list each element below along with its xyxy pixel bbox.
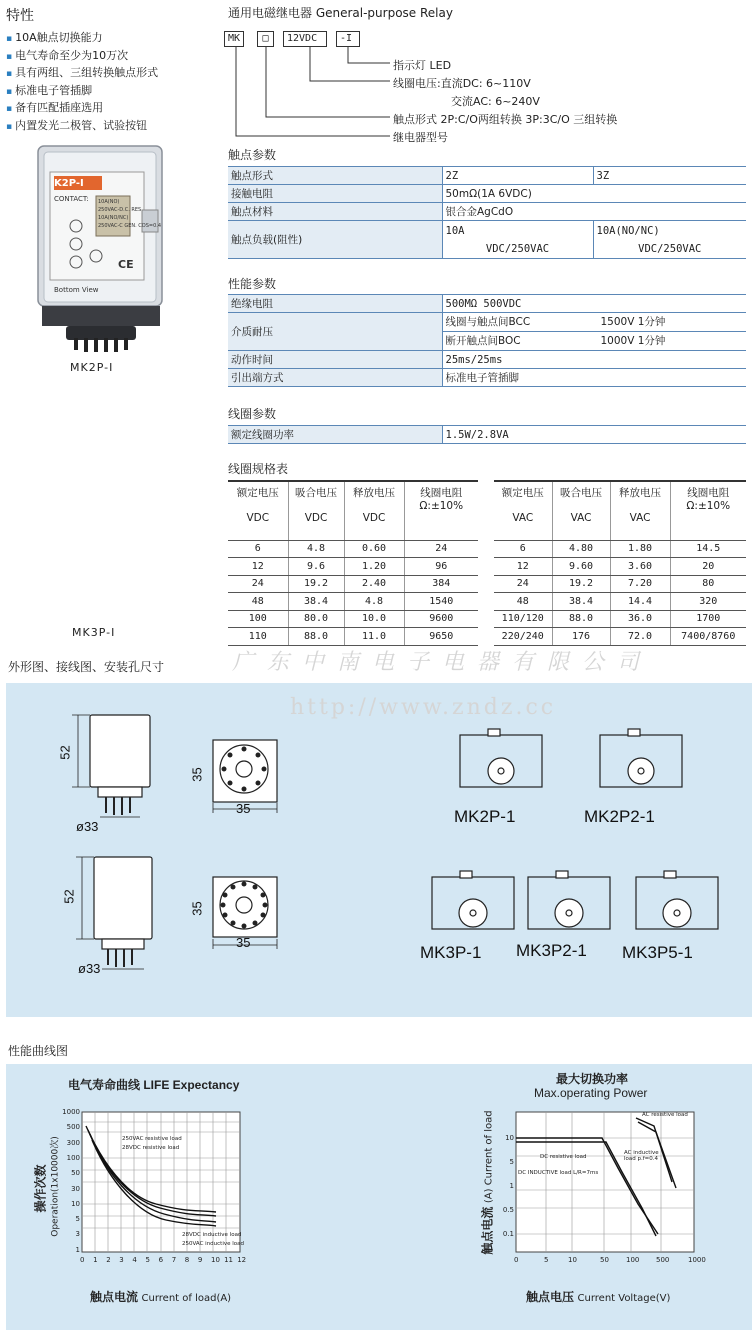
- coil-dc-header-cell: 吸合电压 VDC: [288, 481, 344, 540]
- code-box-contact: □: [257, 31, 274, 47]
- coil-dc-cell: 110: [228, 628, 288, 646]
- contact-load-label: 触点负载(阻性): [228, 221, 442, 259]
- label-contact-form: 触点形式 2P:C/O两组转换 3P:3C/O 三组转换: [393, 113, 618, 126]
- coil-dc-cell: 10.0: [344, 610, 404, 628]
- coil-dc-cell: 9.6: [288, 558, 344, 576]
- coil-dc-row: [228, 575, 478, 593]
- photo-caption-top: MK2P-I: [70, 361, 114, 374]
- coil-dc-cell: 24: [228, 575, 288, 593]
- power-chart-title-cn: 最大切换功率: [556, 1072, 629, 1086]
- coil-ac-cell: 36.0: [610, 610, 670, 628]
- model-label: MK3P5-1: [622, 943, 693, 962]
- life-x-tick: 10: [211, 1256, 220, 1264]
- life-y-tick: 10: [71, 1199, 80, 1208]
- power-x-tick: 10: [568, 1256, 577, 1264]
- insulation-value: 500MΩ 500VDC: [442, 295, 746, 313]
- coil-dc-cell: 38.4: [288, 593, 344, 611]
- life-x-tick: 0: [80, 1256, 85, 1264]
- life-x-tick: 5: [145, 1256, 150, 1264]
- power-x-tick: 1000: [688, 1256, 706, 1264]
- power-y-tick: 10: [505, 1134, 514, 1142]
- power-xlabel-en: Current Voltage(V): [577, 1293, 671, 1304]
- coil-dc-cell: 384: [404, 575, 478, 593]
- terminal-label: 引出端方式: [228, 369, 442, 387]
- coil-power-label: 额定线圈功率: [228, 426, 442, 444]
- life-x-tick: 7: [171, 1256, 177, 1264]
- contact-load-2z: [442, 221, 593, 259]
- feature-item: ▪ 具有两组、三组转换触点形式: [6, 65, 158, 83]
- coil-dc-cell: 11.0: [344, 628, 404, 646]
- power-legend: AC inductive load p.f=0.4: [624, 1150, 659, 1162]
- power-ylabel-cn: 触点电流: [480, 1206, 495, 1255]
- life-y-tick: 3: [75, 1230, 80, 1239]
- power-y-tick: 0.1: [502, 1230, 514, 1238]
- contact-form-label: 触点形式: [228, 167, 442, 185]
- power-x-tick: 100: [626, 1256, 640, 1264]
- coil-dc-cell: 24: [404, 540, 478, 558]
- url-watermark: http://www.zndz.cc: [290, 695, 557, 720]
- coil-ac-cell: 12: [494, 558, 552, 576]
- coil-ac-cell: 220/240: [494, 628, 552, 646]
- life-y-tick: 1000: [62, 1108, 80, 1116]
- life-x-tick: 11: [224, 1256, 234, 1264]
- life-legend: 28VDC inductive load: [182, 1232, 242, 1238]
- coil-dc-cell: 6: [228, 540, 288, 558]
- relay-label: K2P-I: [54, 178, 84, 189]
- contact-material-value: 银合金AgCdO: [442, 203, 746, 221]
- coil-dc-header-cell: 额定电压 VDC: [228, 481, 288, 540]
- coil-dc-header-cell: 释放电压 VDC: [344, 481, 404, 540]
- socket-height-dim-1: 35: [189, 767, 205, 782]
- life-xlabel-cn: 触点电流: [90, 1290, 139, 1304]
- feature-item: ▪ 10A触点切换能力: [6, 30, 158, 48]
- coil-ac-cell: 14.5: [670, 540, 746, 558]
- dielectric-bcc-label: 线圈与触点间BCC: [445, 316, 531, 328]
- socket-height-dim-2: 35: [189, 901, 205, 916]
- coil-dc-cell: 100: [228, 610, 288, 628]
- feature-item: ▪ 标准电子管插脚: [6, 83, 158, 101]
- power-legend: DC INDUCTIVE load L/R=7ms: [518, 1170, 599, 1176]
- power-xlabel: [526, 1288, 670, 1305]
- coil-ac-cell: 1700: [670, 610, 746, 628]
- contact-load-2z-voltage: VDC/250VAC: [485, 242, 550, 255]
- coil-dc-cell: 9650: [404, 628, 478, 646]
- life-legend: 28VDC resistive load: [122, 1145, 180, 1151]
- coil-ac-cell: 48: [494, 593, 552, 611]
- curves-title: 性能曲线图: [8, 1044, 69, 1058]
- power-y-tick: 5: [509, 1158, 514, 1166]
- coil-ac-row: [494, 540, 746, 558]
- coil-ac-cell: 4.80: [552, 540, 610, 558]
- coil-dc-cell: 19.2: [288, 575, 344, 593]
- feature-item: ▪ 备有匹配插座选用: [6, 100, 158, 118]
- rating-line: 10A(NO): [98, 199, 120, 205]
- coil-dc-cell: 2.40: [344, 575, 404, 593]
- model-label: MK2P2-1: [584, 807, 655, 826]
- life-x-tick: 12: [237, 1256, 247, 1264]
- life-ylabel-en: Operation(1x10000次): [50, 1136, 61, 1237]
- performance-params-table: [228, 294, 746, 387]
- coil-ac-row: [494, 610, 746, 628]
- life-y-tick: 5: [75, 1215, 80, 1224]
- life-y-tick: 50: [71, 1169, 80, 1178]
- terminal-value: 标准电子管插脚: [442, 369, 746, 387]
- life-legend: 250VAC inductive load: [182, 1241, 245, 1247]
- contact-label: CONTACT:: [54, 195, 89, 203]
- coil-ac-row: [494, 575, 746, 593]
- coil-params-table: [228, 425, 746, 444]
- coil-dc-cell: 88.0: [288, 628, 344, 646]
- operate-time-label: 动作时间: [228, 351, 442, 369]
- coil-ac-cell: 9.60: [552, 558, 610, 576]
- contact-params-title: 触点参数: [228, 148, 277, 162]
- coil-ac-row: [494, 628, 746, 646]
- dielectric-boc-label: 断开触点间BOC: [445, 335, 521, 347]
- coil-dc-row: [228, 610, 478, 628]
- coil-ac-cell: 3.60: [610, 558, 670, 576]
- diameter-dim-1: ø33: [76, 819, 99, 834]
- power-x-tick: 500: [656, 1256, 670, 1264]
- coil-ac-cell: 80: [670, 575, 746, 593]
- coil-ac-cell: 20: [670, 558, 746, 576]
- rating-line: 250VAC-C GEN. COS=0.4: [98, 223, 162, 229]
- coil-ac-cell: 110/120: [494, 610, 552, 628]
- life-y-tick: 500: [66, 1123, 80, 1132]
- company-watermark: 广东中南电子电器有限公司: [232, 650, 653, 675]
- coil-dc-cell: 48: [228, 593, 288, 611]
- coil-ac-cell: 6: [494, 540, 552, 558]
- contact-resistance-value: 50mΩ(1A 6VDC): [442, 185, 746, 203]
- socket-width-dim-2: 35: [236, 935, 251, 950]
- life-x-tick: 9: [197, 1256, 203, 1264]
- contact-form-3z: 3Z: [593, 167, 746, 185]
- contact-load-3z: [593, 221, 746, 259]
- coil-ac-cell: 7.20: [610, 575, 670, 593]
- power-x-tick: 50: [600, 1256, 609, 1264]
- contact-resistance-label: 接触电阻: [228, 185, 442, 203]
- coil-dc-row: [228, 593, 478, 611]
- coil-dc-cell: 96: [404, 558, 478, 576]
- contact-material-label: 触点材料: [228, 203, 442, 221]
- coil-ac-cell: 1.80: [610, 540, 670, 558]
- coil-ac-cell: 88.0: [552, 610, 610, 628]
- life-xlabel: [90, 1288, 231, 1305]
- coil-dc-cell: 1.20: [344, 558, 404, 576]
- coil-ac-cell: 38.4: [552, 593, 610, 611]
- label-model-no: 继电器型号: [393, 131, 448, 144]
- life-xlabel-en: Current of load(A): [141, 1293, 232, 1304]
- life-x-tick: 1: [93, 1256, 98, 1264]
- photo-caption-bottom: MK3P-I: [72, 626, 116, 639]
- features-list: [6, 30, 158, 135]
- life-x-tick: 4: [132, 1256, 137, 1264]
- coil-dc-cell: 1540: [404, 593, 478, 611]
- rating-line: 10A(NO/NC): [98, 215, 129, 221]
- coil-dc-cell: 0.60: [344, 540, 404, 558]
- life-y-tick: 30: [71, 1184, 80, 1193]
- life-chart-title: 电气寿命曲线 LIFE Expectancy: [68, 1078, 240, 1092]
- life-x-tick: 3: [119, 1256, 124, 1264]
- life-x-tick: 8: [184, 1256, 190, 1264]
- socket-width-dim-1: 35: [236, 801, 251, 816]
- life-x-tick: 2: [106, 1256, 111, 1264]
- power-ylabel-en: (A) Current of load: [483, 1110, 495, 1204]
- curves-panel: [6, 1064, 752, 1330]
- coil-dc-cell: 12: [228, 558, 288, 576]
- power-legend: DC resistive load: [540, 1154, 587, 1160]
- ce-mark: CE: [118, 258, 134, 271]
- diameter-dim-2: ø33: [78, 961, 101, 976]
- coil-dc-cell: 4.8: [344, 593, 404, 611]
- coil-dc-cell: 80.0: [288, 610, 344, 628]
- coil-ac-cell: 14.4: [610, 593, 670, 611]
- life-y-tick: 1: [75, 1245, 80, 1254]
- label-coil-dc: 线圈电压:直流DC: 6~110V: [393, 77, 531, 90]
- coil-dc-header-row: [228, 481, 478, 540]
- coil-ac-cell: 72.0: [610, 628, 670, 646]
- coil-power-value: 1.5W/2.8VA: [442, 426, 746, 444]
- model-code-title: 通用电磁继电器 General-purpose Relay: [228, 6, 453, 20]
- coil-ac-cell: 7400/8760: [670, 628, 746, 646]
- performance-params-title: 性能参数: [228, 277, 277, 291]
- contact-load-3z-voltage: VDC/250VAC: [638, 242, 702, 255]
- height-dim-1: 52: [57, 745, 73, 760]
- contact-load-2z-current: 10A: [445, 224, 465, 237]
- relay-photo: [36, 140, 164, 358]
- coil-ac-cell: 19.2: [552, 575, 610, 593]
- power-chart-title-en: Max.operating Power: [534, 1086, 648, 1100]
- coil-ac-row: [494, 593, 746, 611]
- bottom-view-label: Bottom View: [54, 286, 99, 294]
- dielectric-bcc-value: 1500V 1分钟: [600, 316, 666, 328]
- rating-line: 250VAC-D.C. RES: [98, 207, 142, 213]
- coil-ac-cell: 24: [494, 575, 552, 593]
- life-y-tick: 300: [66, 1138, 80, 1147]
- model-label: MK3P-1: [420, 943, 482, 962]
- height-dim-2: 52: [61, 889, 77, 904]
- contact-params-table: [228, 166, 746, 259]
- coil-ac-row: [494, 558, 746, 576]
- features-title: 特性: [6, 8, 34, 24]
- dielectric-boc-value: 1000V 1分钟: [600, 335, 666, 347]
- label-coil-ac: 交流AC: 6~240V: [451, 95, 540, 108]
- coil-ac-cell: 176: [552, 628, 610, 646]
- coil-dc-cell: 9600: [404, 610, 478, 628]
- coil-table-title: 线圈规格表: [228, 462, 289, 476]
- model-label: MK3P2-1: [516, 941, 587, 960]
- model-code-leader-lines: [224, 47, 394, 143]
- contact-form-2z: 2Z: [442, 167, 593, 185]
- life-ylabel-cn: 操作次数: [33, 1164, 48, 1213]
- code-box-model: MK: [224, 31, 244, 47]
- outline-title: 外形图、接线图、安装孔尺寸: [8, 660, 165, 674]
- life-ylabel: [32, 1136, 61, 1248]
- power-legend: AC resistive load: [642, 1112, 688, 1118]
- life-x-tick: 6: [158, 1256, 164, 1264]
- dielectric-label: 介质耐压: [228, 313, 442, 351]
- label-indicator: 指示灯 LED: [393, 59, 452, 72]
- coil-ac-header-row: [494, 481, 746, 540]
- code-box-led: -I: [336, 31, 360, 47]
- coil-dc-header-cell: 线圈电阻 Ω:±10%: [404, 481, 478, 540]
- power-x-tick: 0: [514, 1256, 519, 1264]
- operate-time-value: 25ms/25ms: [442, 351, 746, 369]
- coil-ac-header-cell: 线圈电阻 Ω:±10%: [670, 481, 746, 540]
- coil-dc-row: [228, 628, 478, 646]
- coil-dc-cell: 4.8: [288, 540, 344, 558]
- contact-load-3z-current: 10A(NO/NC): [596, 224, 660, 237]
- feature-item: ▪ 电气寿命至少为10万次: [6, 48, 158, 66]
- power-x-tick: 5: [544, 1256, 549, 1264]
- life-legend: 250VAC resistive load: [122, 1136, 182, 1142]
- power-y-tick: 0.5: [502, 1206, 514, 1214]
- outline-panel: [6, 683, 752, 1017]
- insulation-label: 绝缘电阻: [228, 295, 442, 313]
- power-xlabel-cn: 触点电压: [526, 1290, 575, 1304]
- coil-dc-row: [228, 558, 478, 576]
- coil-table-dc: [228, 480, 478, 646]
- model-label: MK2P-1: [454, 807, 516, 826]
- dielectric-values: [442, 313, 746, 351]
- coil-table-ac: [494, 480, 746, 646]
- coil-dc-row: [228, 540, 478, 558]
- coil-ac-header-cell: 吸合电压 VAC: [552, 481, 610, 540]
- code-box-voltage: 12VDC: [283, 31, 327, 47]
- outline-drawings: [6, 683, 752, 1017]
- coil-ac-header-cell: 额定电压 VAC: [494, 481, 552, 540]
- life-y-tick: 100: [66, 1153, 80, 1162]
- coil-params-title: 线圈参数: [228, 407, 277, 421]
- feature-item: ▪ 内置发光二极管、试验按钮: [6, 118, 158, 136]
- coil-ac-header-cell: 释放电压 VAC: [610, 481, 670, 540]
- power-y-tick: 1: [509, 1182, 514, 1190]
- coil-ac-cell: 320: [670, 593, 746, 611]
